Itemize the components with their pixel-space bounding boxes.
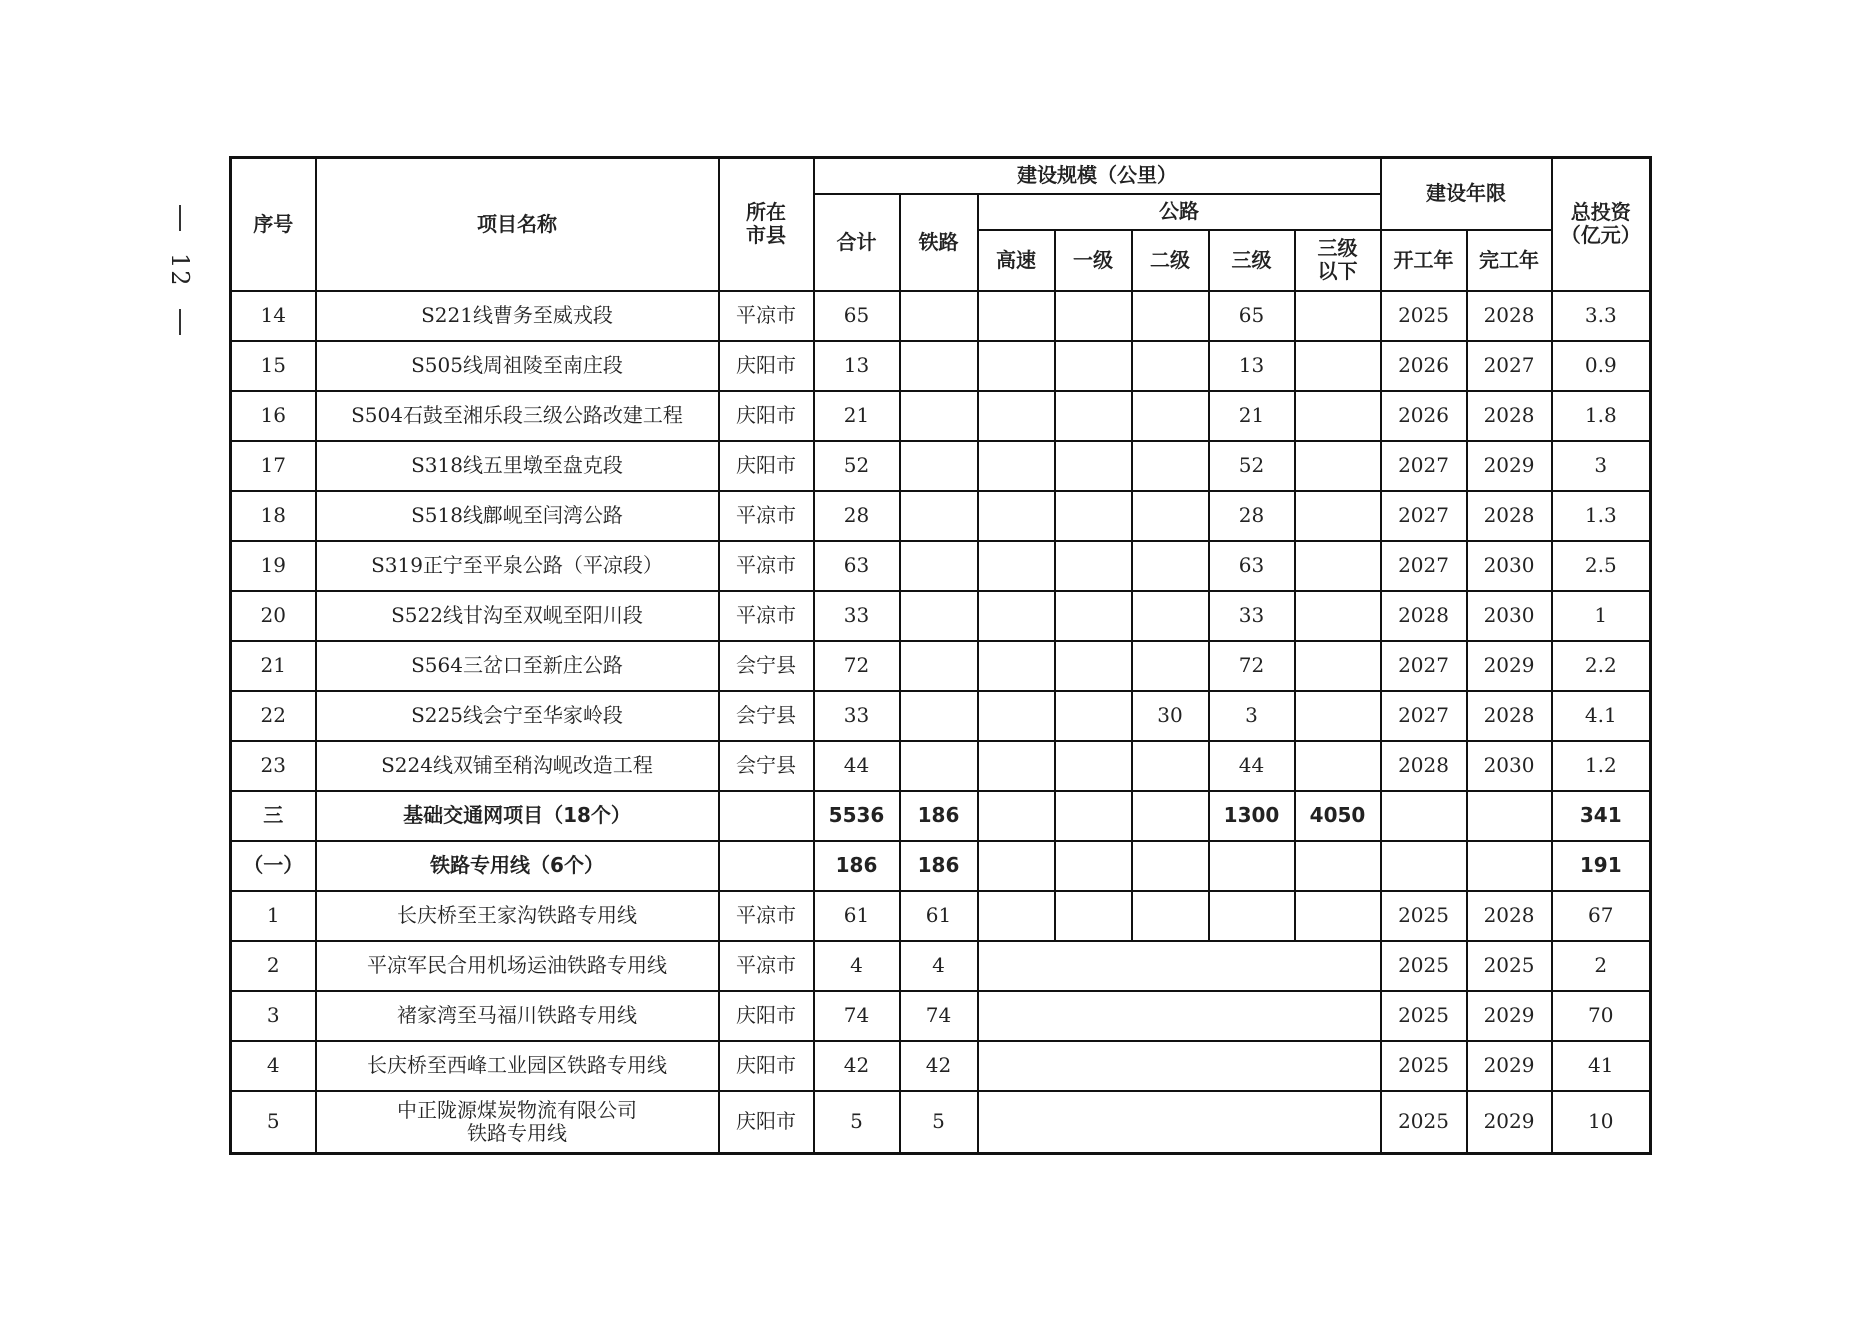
header-name: 项目名称 [316, 158, 719, 291]
cell-total: 33 [814, 691, 900, 741]
cell-start-year: 2027 [1381, 541, 1467, 591]
header-investment: 总投资 （亿元） [1552, 158, 1651, 291]
cell-start-year: 2025 [1381, 291, 1467, 341]
cell-location: 庆阳市 [719, 341, 814, 391]
cell-railway: 4 [900, 941, 978, 991]
cell-start-year [1381, 791, 1467, 841]
cell-end-year: 2030 [1467, 591, 1552, 641]
cell-class2 [1132, 491, 1209, 541]
cell-name: S564三岔口至新庄公路 [316, 641, 719, 691]
cell-below3 [1295, 441, 1381, 491]
cell-location: 会宁县 [719, 741, 814, 791]
cell-expressway [978, 441, 1055, 491]
cell-end-year: 2027 [1467, 341, 1552, 391]
cell-start-year: 2027 [1381, 691, 1467, 741]
cell-below3 [1295, 691, 1381, 741]
cell-class3: 33 [1209, 591, 1295, 641]
cell-class1 [1055, 491, 1132, 541]
cell-total: 28 [814, 491, 900, 541]
cell-name: S518线鄜岘至闫湾公路 [316, 491, 719, 541]
cell-seq: 18 [231, 491, 316, 541]
cell-total: 63 [814, 541, 900, 591]
cell-expressway [978, 291, 1055, 341]
header-class3: 三级 [1209, 230, 1295, 291]
cell-start-year: 2025 [1381, 891, 1467, 941]
cell-railway [900, 691, 978, 741]
cell-name: 铁路专用线（6个） [316, 841, 719, 891]
table-row [231, 641, 1651, 691]
cell-name: 基础交通网项目（18个） [316, 791, 719, 841]
cell-expressway [978, 741, 1055, 791]
cell-class3: 44 [1209, 741, 1295, 791]
cell-investment: 70 [1552, 991, 1651, 1041]
header-scale: 建设规模（公里） [814, 158, 1381, 194]
cell-total: 33 [814, 591, 900, 641]
cell-name: S224线双铺至稍沟岘改造工程 [316, 741, 719, 791]
cell-class2 [1132, 391, 1209, 441]
cell-investment: 3 [1552, 441, 1651, 491]
cell-expressway [978, 891, 1055, 941]
cell-total: 42 [814, 1041, 900, 1091]
cell-class1 [1055, 441, 1132, 491]
cell-expressway [978, 691, 1055, 741]
cell-seq: 2 [231, 941, 316, 991]
cell-expressway [978, 591, 1055, 641]
cell-class3 [1209, 891, 1295, 941]
cell-name: S225线会宁至华家岭段 [316, 691, 719, 741]
cell-investment: 191 [1552, 841, 1651, 891]
cell-seq: 22 [231, 691, 316, 741]
cell-railway [900, 591, 978, 641]
cell-railway: 42 [900, 1041, 978, 1091]
cell-investment: 1.2 [1552, 741, 1651, 791]
cell-class1 [1055, 841, 1132, 891]
cell-class2 [1132, 641, 1209, 691]
cell-below3 [1295, 391, 1381, 441]
cell-investment: 1 [1552, 591, 1651, 641]
cell-class2 [1132, 441, 1209, 491]
cell-class1 [1055, 791, 1132, 841]
cell-expressway [978, 791, 1055, 841]
cell-start-year: 2025 [1381, 1041, 1467, 1091]
cell-location [719, 841, 814, 891]
cell-start-year: 2025 [1381, 1091, 1467, 1154]
cell-investment: 1.8 [1552, 391, 1651, 441]
cell-location [719, 791, 814, 841]
cell-seq: 20 [231, 591, 316, 641]
cell-total: 65 [814, 291, 900, 341]
cell-location: 庆阳市 [719, 1091, 814, 1154]
cell-investment: 10 [1552, 1091, 1651, 1154]
cell-name: 中正陇源煤炭物流有限公司 铁路专用线 [316, 1091, 719, 1154]
cell-railway [900, 291, 978, 341]
cell-class2 [1132, 591, 1209, 641]
cell-railway [900, 741, 978, 791]
cell-class3: 63 [1209, 541, 1295, 591]
cell-location: 会宁县 [719, 691, 814, 741]
cell-total: 5536 [814, 791, 900, 841]
cell-below3 [1295, 491, 1381, 541]
cell-class3: 52 [1209, 441, 1295, 491]
cell-seq: 17 [231, 441, 316, 491]
table-row [231, 591, 1651, 641]
cell-start-year: 2026 [1381, 341, 1467, 391]
cell-class1 [1055, 541, 1132, 591]
cell-class1 [1055, 741, 1132, 791]
cell-name: S221线曹务至威戎段 [316, 291, 719, 341]
cell-class3: 72 [1209, 641, 1295, 691]
cell-name: S504石鼓至湘乐段三级公路改建工程 [316, 391, 719, 441]
cell-railway [900, 541, 978, 591]
header-highway: 公路 [978, 194, 1381, 230]
cell-below3 [1295, 741, 1381, 791]
cell-class2 [1132, 541, 1209, 591]
header-seq: 序号 [231, 158, 316, 291]
cell-end-year [1467, 791, 1552, 841]
cell-name: 长庆桥至王家沟铁路专用线 [316, 891, 719, 941]
cell-class1 [1055, 691, 1132, 741]
cell-investment: 3.3 [1552, 291, 1651, 341]
table-row [231, 991, 1651, 1041]
cell-total: 44 [814, 741, 900, 791]
cell-end-year: 2028 [1467, 491, 1552, 541]
cell-end-year [1467, 841, 1552, 891]
cell-investment: 1.3 [1552, 491, 1651, 541]
cell-highway-merged [978, 991, 1381, 1041]
header-expressway: 高速 [978, 230, 1055, 291]
table-row [231, 791, 1651, 841]
cell-seq: 4 [231, 1041, 316, 1091]
cell-railway: 74 [900, 991, 978, 1041]
cell-seq: 15 [231, 341, 316, 391]
cell-location: 平凉市 [719, 891, 814, 941]
cell-name: 平凉军民合用机场运油铁路专用线 [316, 941, 719, 991]
cell-railway [900, 391, 978, 441]
cell-expressway [978, 391, 1055, 441]
cell-class3: 28 [1209, 491, 1295, 541]
cell-class1 [1055, 591, 1132, 641]
cell-name: 褚家湾至马福川铁路专用线 [316, 991, 719, 1041]
cell-end-year: 2029 [1467, 641, 1552, 691]
cell-investment: 2.5 [1552, 541, 1651, 591]
cell-name: S505线周祖陵至南庄段 [316, 341, 719, 391]
cell-investment: 41 [1552, 1041, 1651, 1091]
cell-location: 庆阳市 [719, 1041, 814, 1091]
cell-end-year: 2029 [1467, 1091, 1552, 1154]
cell-seq: 3 [231, 991, 316, 1041]
cell-class2 [1132, 791, 1209, 841]
cell-below3: 4050 [1295, 791, 1381, 841]
cell-class2 [1132, 291, 1209, 341]
cell-seq: 三 [231, 791, 316, 841]
cell-total: 52 [814, 441, 900, 491]
cell-start-year: 2027 [1381, 491, 1467, 541]
cell-investment: 4.1 [1552, 691, 1651, 741]
cell-below3 [1295, 341, 1381, 391]
cell-below3 [1295, 591, 1381, 641]
cell-class1 [1055, 891, 1132, 941]
cell-expressway [978, 541, 1055, 591]
cell-highway-merged [978, 1041, 1381, 1091]
project-table [229, 156, 1652, 1155]
cell-start-year [1381, 841, 1467, 891]
cell-end-year: 2025 [1467, 941, 1552, 991]
cell-seq: 5 [231, 1091, 316, 1154]
cell-location: 平凉市 [719, 941, 814, 991]
cell-railway [900, 641, 978, 691]
cell-location: 平凉市 [719, 541, 814, 591]
cell-seq: 23 [231, 741, 316, 791]
cell-start-year: 2028 [1381, 591, 1467, 641]
cell-location: 庆阳市 [719, 441, 814, 491]
cell-location: 平凉市 [719, 491, 814, 541]
cell-total: 21 [814, 391, 900, 441]
cell-railway: 5 [900, 1091, 978, 1154]
cell-start-year: 2027 [1381, 441, 1467, 491]
header-railway: 铁路 [900, 194, 978, 291]
cell-end-year: 2028 [1467, 291, 1552, 341]
header-end: 完工年 [1467, 230, 1552, 291]
cell-below3 [1295, 891, 1381, 941]
cell-below3 [1295, 541, 1381, 591]
table-row [231, 341, 1651, 391]
cell-end-year: 2028 [1467, 391, 1552, 441]
table-row [231, 491, 1651, 541]
cell-total: 72 [814, 641, 900, 691]
cell-expressway [978, 341, 1055, 391]
cell-class2 [1132, 841, 1209, 891]
table-row [231, 1091, 1651, 1154]
cell-end-year: 2029 [1467, 441, 1552, 491]
cell-class3: 21 [1209, 391, 1295, 441]
cell-seq: 1 [231, 891, 316, 941]
cell-class3: 3 [1209, 691, 1295, 741]
cell-total: 186 [814, 841, 900, 891]
cell-start-year: 2027 [1381, 641, 1467, 691]
cell-end-year: 2028 [1467, 691, 1552, 741]
cell-railway: 61 [900, 891, 978, 941]
header-total: 合计 [814, 194, 900, 291]
cell-highway-merged [978, 1091, 1381, 1154]
table-row [231, 441, 1651, 491]
cell-class1 [1055, 641, 1132, 691]
cell-start-year: 2026 [1381, 391, 1467, 441]
cell-railway [900, 341, 978, 391]
cell-expressway [978, 641, 1055, 691]
cell-highway-merged [978, 941, 1381, 991]
cell-total: 4 [814, 941, 900, 991]
cell-below3 [1295, 641, 1381, 691]
cell-location: 庆阳市 [719, 991, 814, 1041]
cell-class3: 13 [1209, 341, 1295, 391]
cell-start-year: 2028 [1381, 741, 1467, 791]
cell-name: S522线甘沟至双岘至阳川段 [316, 591, 719, 641]
cell-class2: 30 [1132, 691, 1209, 741]
cell-investment: 0.9 [1552, 341, 1651, 391]
table-row [231, 941, 1651, 991]
cell-total: 74 [814, 991, 900, 1041]
cell-seq: （一） [231, 841, 316, 891]
table-row [231, 691, 1651, 741]
cell-end-year: 2029 [1467, 991, 1552, 1041]
cell-investment: 341 [1552, 791, 1651, 841]
table-row [231, 291, 1651, 341]
cell-name: S319正宁至平泉公路（平凉段） [316, 541, 719, 591]
table-row [231, 841, 1651, 891]
cell-investment: 2 [1552, 941, 1651, 991]
cell-expressway [978, 841, 1055, 891]
cell-location: 平凉市 [719, 591, 814, 641]
cell-name: 长庆桥至西峰工业园区铁路专用线 [316, 1041, 719, 1091]
header-period: 建设年限 [1381, 158, 1552, 230]
cell-start-year: 2025 [1381, 991, 1467, 1041]
cell-class2 [1132, 341, 1209, 391]
cell-location: 平凉市 [719, 291, 814, 341]
cell-class2 [1132, 891, 1209, 941]
cell-end-year: 2028 [1467, 891, 1552, 941]
cell-railway [900, 441, 978, 491]
table-row [231, 1041, 1651, 1091]
cell-seq: 14 [231, 291, 316, 341]
table-row [231, 741, 1651, 791]
cell-name: S318线五里墩至盘克段 [316, 441, 719, 491]
cell-start-year: 2025 [1381, 941, 1467, 991]
header-start: 开工年 [1381, 230, 1467, 291]
cell-end-year: 2029 [1467, 1041, 1552, 1091]
cell-seq: 19 [231, 541, 316, 591]
table-row [231, 391, 1651, 441]
cell-investment: 67 [1552, 891, 1651, 941]
cell-expressway [978, 491, 1055, 541]
cell-end-year: 2030 [1467, 541, 1552, 591]
header-class1: 一级 [1055, 230, 1132, 291]
cell-investment: 2.2 [1552, 641, 1651, 691]
cell-seq: 21 [231, 641, 316, 691]
cell-class3: 65 [1209, 291, 1295, 341]
header-below3: 三级 以下 [1295, 230, 1381, 291]
cell-class3: 1300 [1209, 791, 1295, 841]
page-number-text: 12 [166, 252, 194, 288]
cell-class1 [1055, 341, 1132, 391]
cell-railway: 186 [900, 791, 978, 841]
cell-total: 5 [814, 1091, 900, 1154]
cell-location: 会宁县 [719, 641, 814, 691]
header-location: 所在 市县 [719, 158, 814, 291]
cell-railway [900, 491, 978, 541]
table-row [231, 541, 1651, 591]
cell-class3 [1209, 841, 1295, 891]
cell-location: 庆阳市 [719, 391, 814, 441]
table-row [231, 891, 1651, 941]
cell-class1 [1055, 391, 1132, 441]
cell-below3 [1295, 841, 1381, 891]
header-class2: 二级 [1132, 230, 1209, 291]
cell-railway: 186 [900, 841, 978, 891]
page-number [160, 205, 200, 335]
cell-class2 [1132, 741, 1209, 791]
cell-class1 [1055, 291, 1132, 341]
cell-end-year: 2030 [1467, 741, 1552, 791]
cell-total: 61 [814, 891, 900, 941]
cell-below3 [1295, 291, 1381, 341]
cell-seq: 16 [231, 391, 316, 441]
cell-total: 13 [814, 341, 900, 391]
